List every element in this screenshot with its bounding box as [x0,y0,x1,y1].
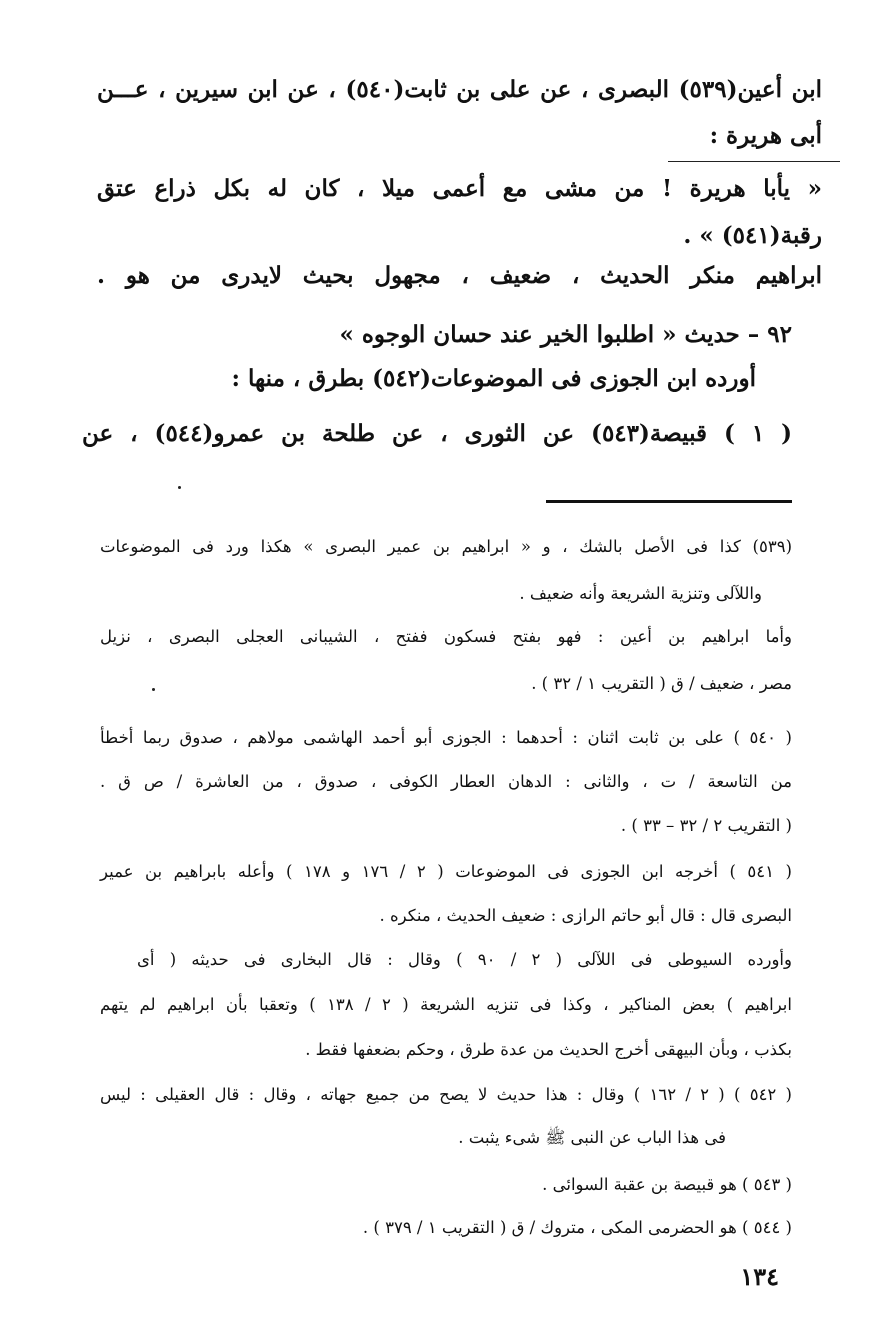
footnote-539-line-1: (٥٣٩) كذا فى الأصل بالشك ، و « ابراهيم بن عمير البصرى » هكذا ورد فى الموضوعات [100,537,792,556]
footnote-539-line-3: وأما ابراهيم بن أعين : فهو بفتح فسكون ففتح ، الشيبانى العجلى البصرى ، نزيل [100,627,792,646]
footnote-539-line-2: واللآلى وتنزية الشريعة وأنه ضعيف . [519,584,762,603]
main-line-7: أورده ابن الجوزى فى الموضوعات(٥٤٢) بطرق ، منها : [231,365,756,392]
footnote-541-line-4: ابراهيم ) بعض المناكير ، وكذا فى تنزيه الشريعة ( ٢ / ١٣٨ ) وتعقبا بأن ابراهيم لم يتهم [100,995,792,1014]
print-speck [152,688,155,691]
footnote-542-line-1: ( ٥٤٢ ) ( ٢ / ١٦٢ ) وقال : هذا حديث لا يصح من جميع جهاته ، وقال : قال العقيلى : ليس [100,1085,792,1104]
footnote-544: ( ٥٤٤ ) هو الحضرمى المكى ، متروك / ق ( التقريب ١ / ٣٧٩ ) . [362,1218,792,1237]
main-line-8: ( ١ ) قبيصة(٥٤٣) عن الثورى ، عن طلحة بن عمرو(٥٤٤) ، عن [82,420,793,447]
footnote-540-line-1: ( ٥٤٠ ) على بن ثابت اثنان : أحدهما : الجوزى أبو أحمد الهاشمى مولاهم ، صدوق ربما أخطأ [100,728,792,747]
header-rule [668,161,840,162]
footnote-separator [546,500,792,503]
footnote-541-line-1: ( ٥٤١ ) أخرجه ابن الجوزى فى الموضوعات ( ٢ / ١٧٦ و ١٧٨ ) وأعله بابراهيم بن عمير [100,862,792,881]
footnote-541-line-2: البصرى قال : قال أبو حاتم الرازى : ضعيف الحديث ، منكره . [379,906,792,925]
footnote-540-line-3: ( التقريب ٢ / ٣٢ – ٣٣ ) . [620,816,792,835]
main-line-1: ابن أعين(٥٣٩) البصرى ، عن على بن ثابت(٥٤٠) ، عن ابن سيرين ، عـــن [97,76,822,103]
footnote-541-line-5: بكذب ، وبأن البيهقى أخرج الحديث من عدة طرق ، وحكم بضعفها فقط . [305,1040,792,1059]
main-line-3: « يأبا هريرة ! من مشى مع أعمى ميلا ، كان له بكل ذراع عتق [97,175,822,202]
hadith-heading: ٩٢ – حديث « اطلبوا الخير عند حسان الوجوه » [339,321,792,348]
print-speck [178,486,181,489]
footnote-539-line-4: مصر ، ضعيف / ق ( التقريب ١ / ٣٢ ) . [531,674,792,693]
footnote-543: ( ٥٤٣ ) هو قبيصة بن عقبة السوائى . [542,1175,792,1194]
page-number: ١٣٤ [740,1262,779,1291]
main-line-5: ابراهيم منكر الحديث ، ضعيف ، مجهول بحيث لايدرى من هو . [97,262,822,289]
footnote-540-line-2: من التاسعة / ت ، والثانى : الدهان العطار الكوفى ، صدوق ، من العاشرة / ص ق . [100,772,792,791]
footnote-541-line-3: وأورده السيوطى فى اللآلى ( ٢ / ٩٠ ) وقال : قال البخارى فى حديثه ( أى [137,950,792,969]
main-line-4: رقبة(٥٤١) » . [683,222,822,249]
footnote-542-line-2: فى هذا الباب عن النبى ﷺ شىء يثبت . [458,1128,726,1147]
main-line-2: أبى هريرة : [709,122,822,149]
